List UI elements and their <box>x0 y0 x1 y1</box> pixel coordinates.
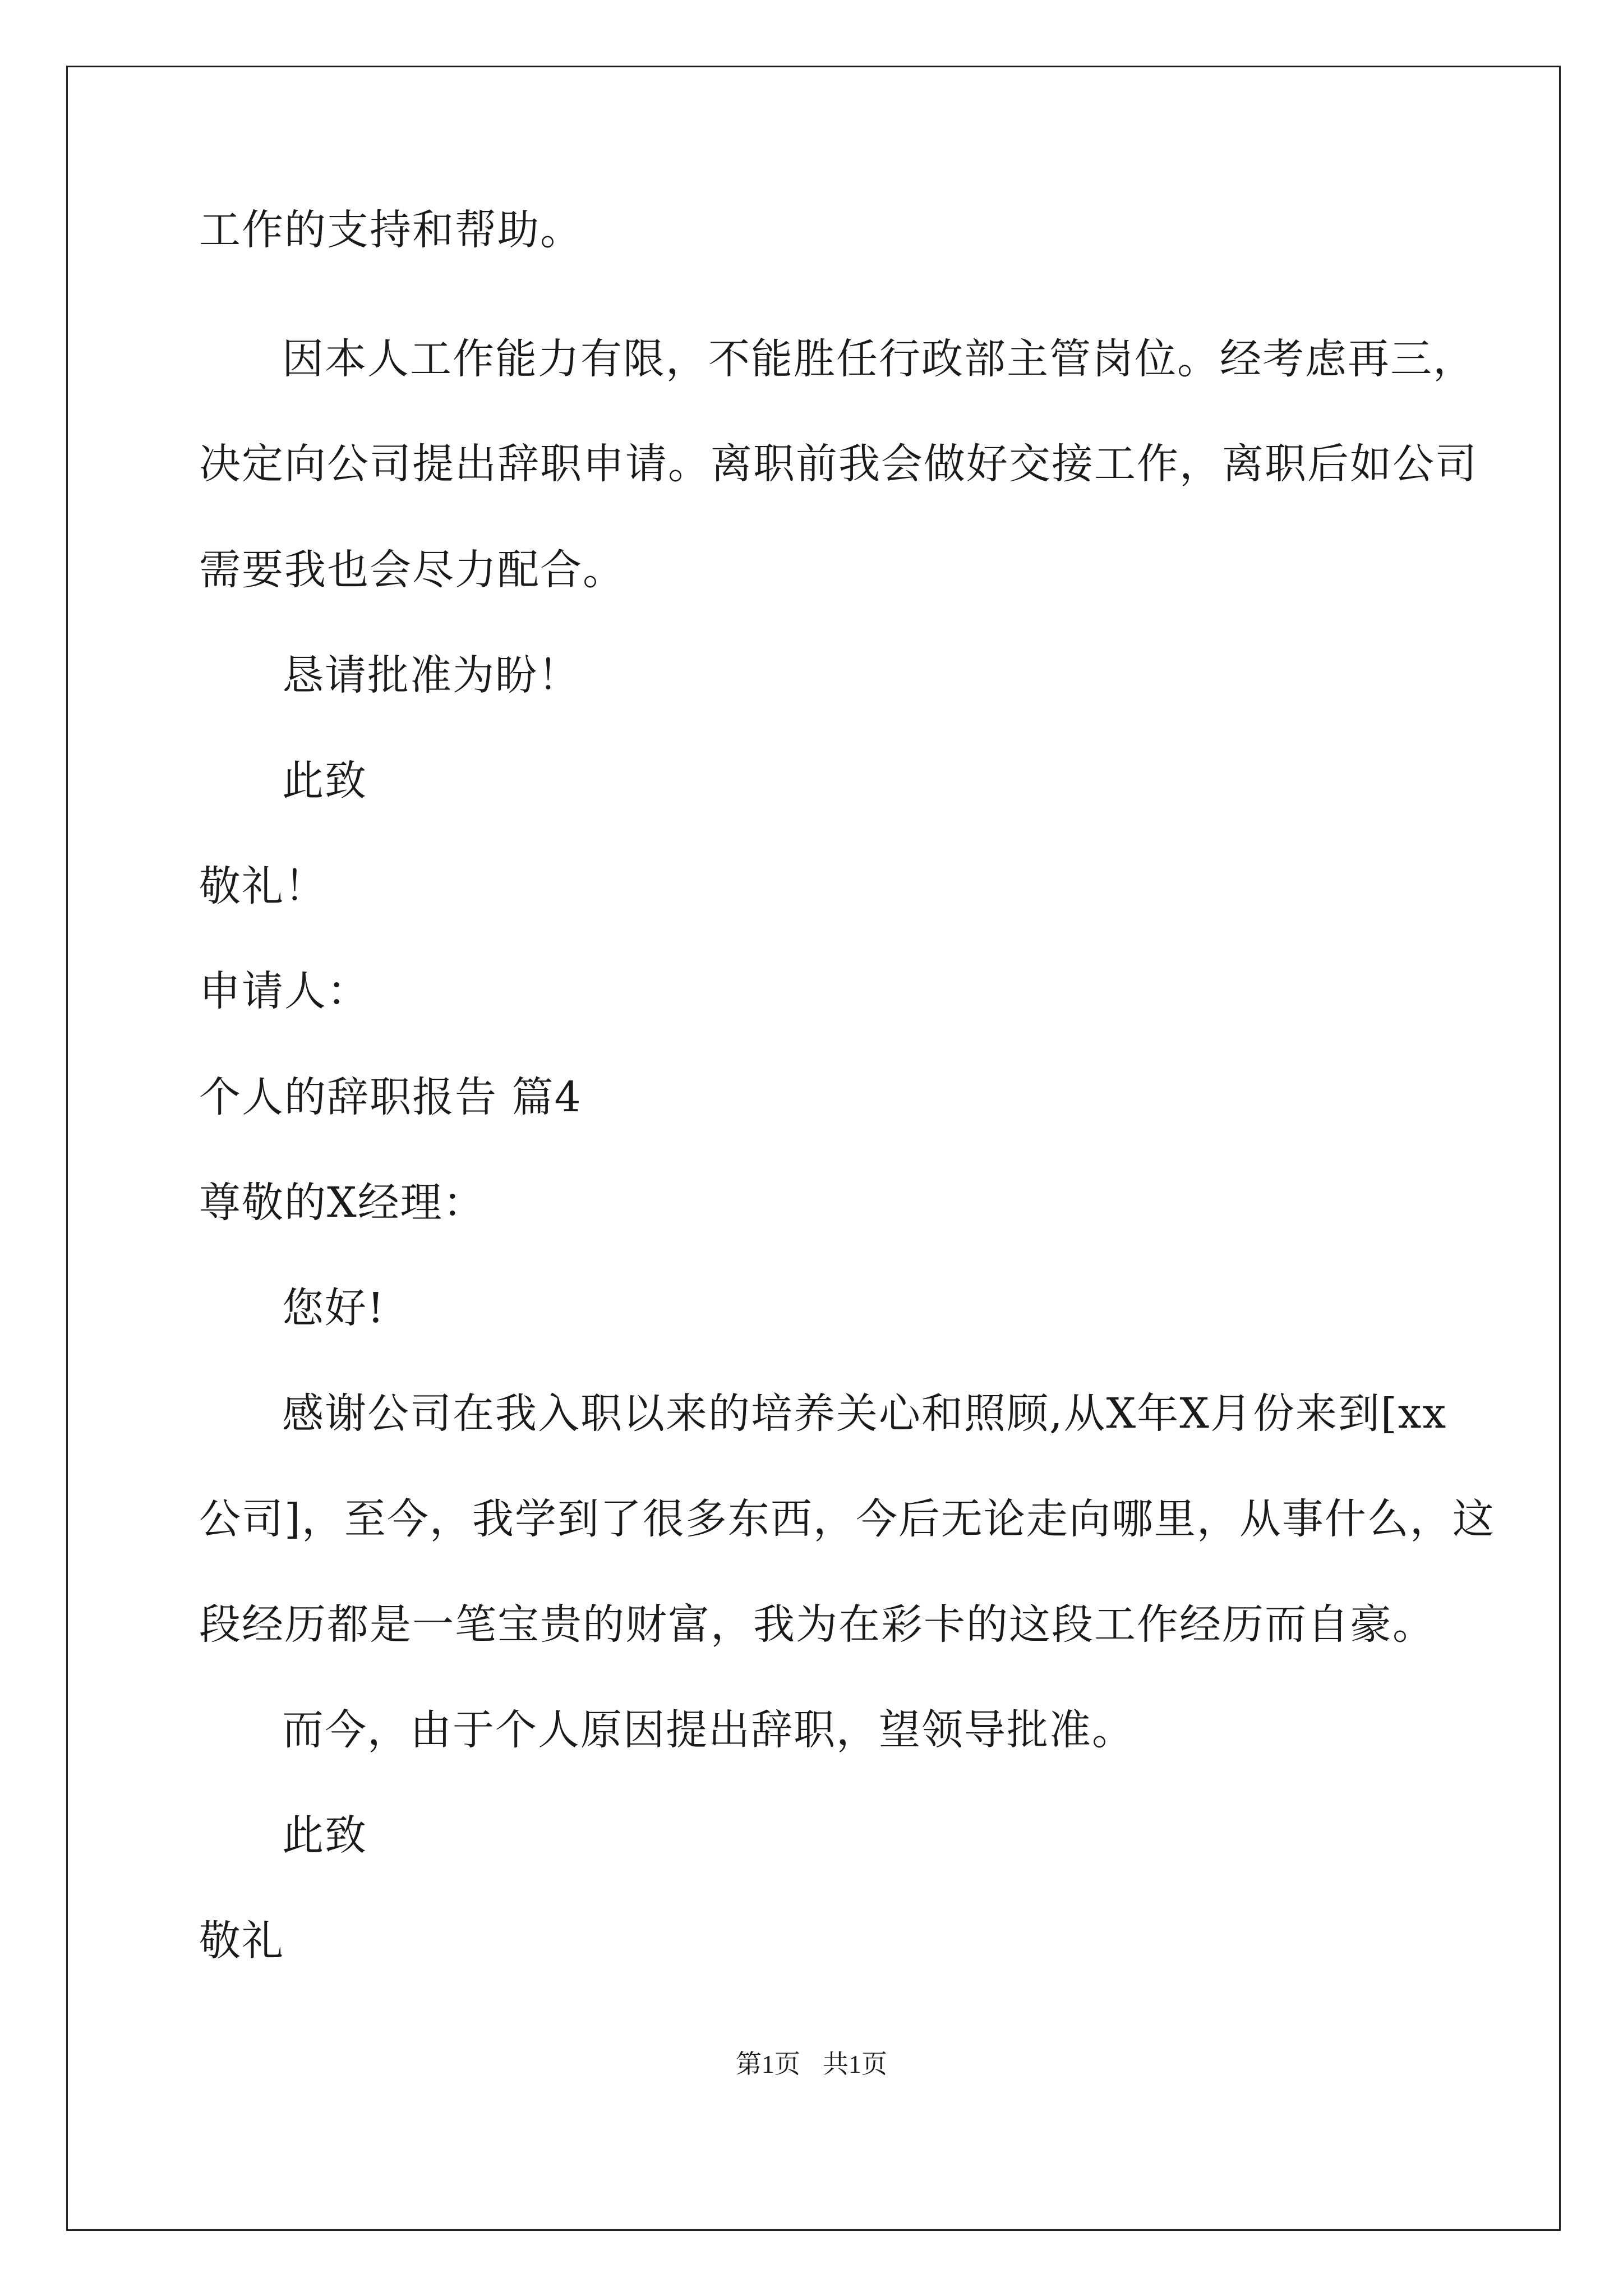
page-footer <box>0 2047 1623 2081</box>
page-border <box>66 66 1561 2231</box>
body-text-line: 段经历都是一笔宝贵的财富，我为在彩卡的这段工作经历而自豪。 <box>199 1600 1435 1649</box>
body-text-line: 而今，由于个人原因提出辞职，望领导批准。 <box>282 1706 1135 1754</box>
section-heading: 个人的辞职报告 篇4 <box>199 1073 582 1121</box>
body-text-line: 公司]，至今，我学到了很多东西，今后无论走向哪里，从事什么，这 <box>199 1495 1495 1543</box>
closing-request: 恳请批准为盼！ <box>282 651 580 700</box>
body-text-line: 感谢公司在我入职以来的培养关心和照顾,从X年X月份来到[xx <box>282 1389 1447 1438</box>
salutation-jingli: 敬礼 <box>199 1917 284 1965</box>
greeting: 您好! <box>282 1284 385 1332</box>
body-text-line: 需要我也会尽力配合。 <box>199 546 625 594</box>
page-number: 第1页 <box>736 2050 800 2078</box>
addressee: 尊敬的X经理： <box>199 1179 486 1227</box>
page-total: 共1页 <box>823 2050 887 2078</box>
body-text-line: 因本人工作能力有限，不能胜任行政部主管岗位。经考虑再三， <box>282 335 1476 383</box>
applicant-label: 申请人： <box>199 967 370 1015</box>
body-text-line: 工作的支持和帮助。 <box>199 206 583 254</box>
body-text-line: 决定向公司提出辞职申请。离职前我会做好交接工作，离职后如公司 <box>199 440 1478 488</box>
salutation-cizhi: 此致 <box>282 757 367 805</box>
salutation-cizhi: 此致 <box>282 1811 367 1860</box>
salutation-jingli: 敬礼！ <box>199 862 327 910</box>
